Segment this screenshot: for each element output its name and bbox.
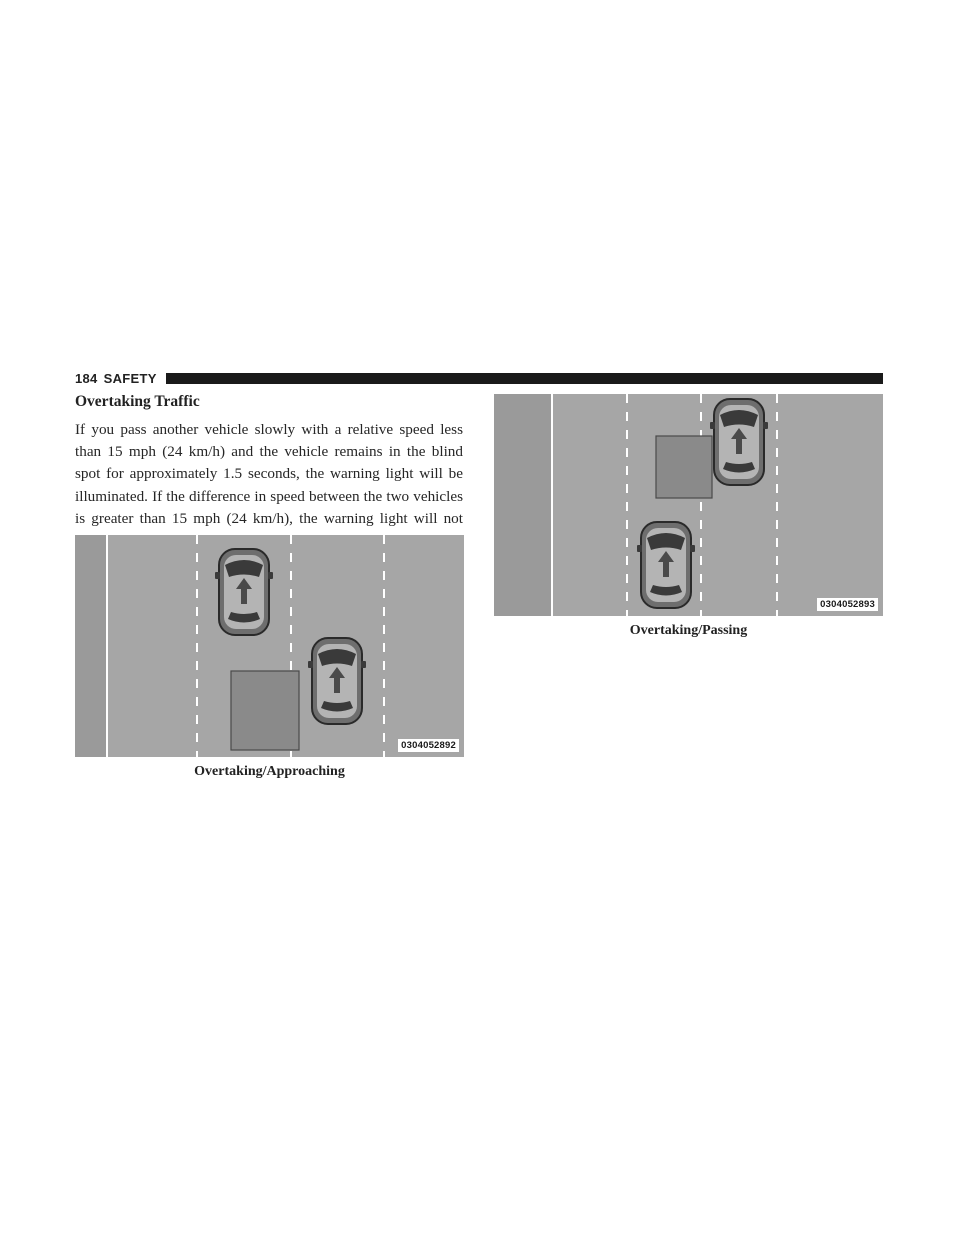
page-header	[75, 370, 883, 386]
page-number: 184	[75, 370, 98, 386]
car-icon	[637, 522, 695, 608]
figure-caption: Overtaking/Passing	[629, 623, 748, 638]
figure-overtaking-approaching	[75, 535, 464, 757]
figure-caption: Overtaking/Approaching	[194, 764, 345, 779]
figure-id: 0304052892	[398, 739, 459, 752]
car-icon	[710, 399, 768, 485]
blind-spot-zone	[231, 671, 299, 750]
blind-spot-zone	[656, 436, 712, 498]
car-icon	[215, 549, 273, 635]
page-label	[75, 371, 157, 386]
road-illustration	[494, 394, 883, 616]
section-name: SAFETY	[103, 370, 157, 386]
figure-overtaking-passing	[494, 394, 883, 616]
section-title: Overtaking Traffic	[75, 393, 200, 410]
header-rule	[166, 373, 883, 384]
figure-id: 0304052893	[817, 598, 878, 611]
road-illustration	[75, 535, 464, 757]
body-paragraph: If you pass another vehicle slowly with a relative speed less than 15 mph (24 km/h) and the vehicle remains in the blind spot for approximately 1.5 seconds, the warning light will be illuminated. If the difference in speed between the two vehicles is greater than 15 mph (24 km/h), the warning light will not	[75, 421, 463, 527]
car-icon	[308, 638, 366, 724]
